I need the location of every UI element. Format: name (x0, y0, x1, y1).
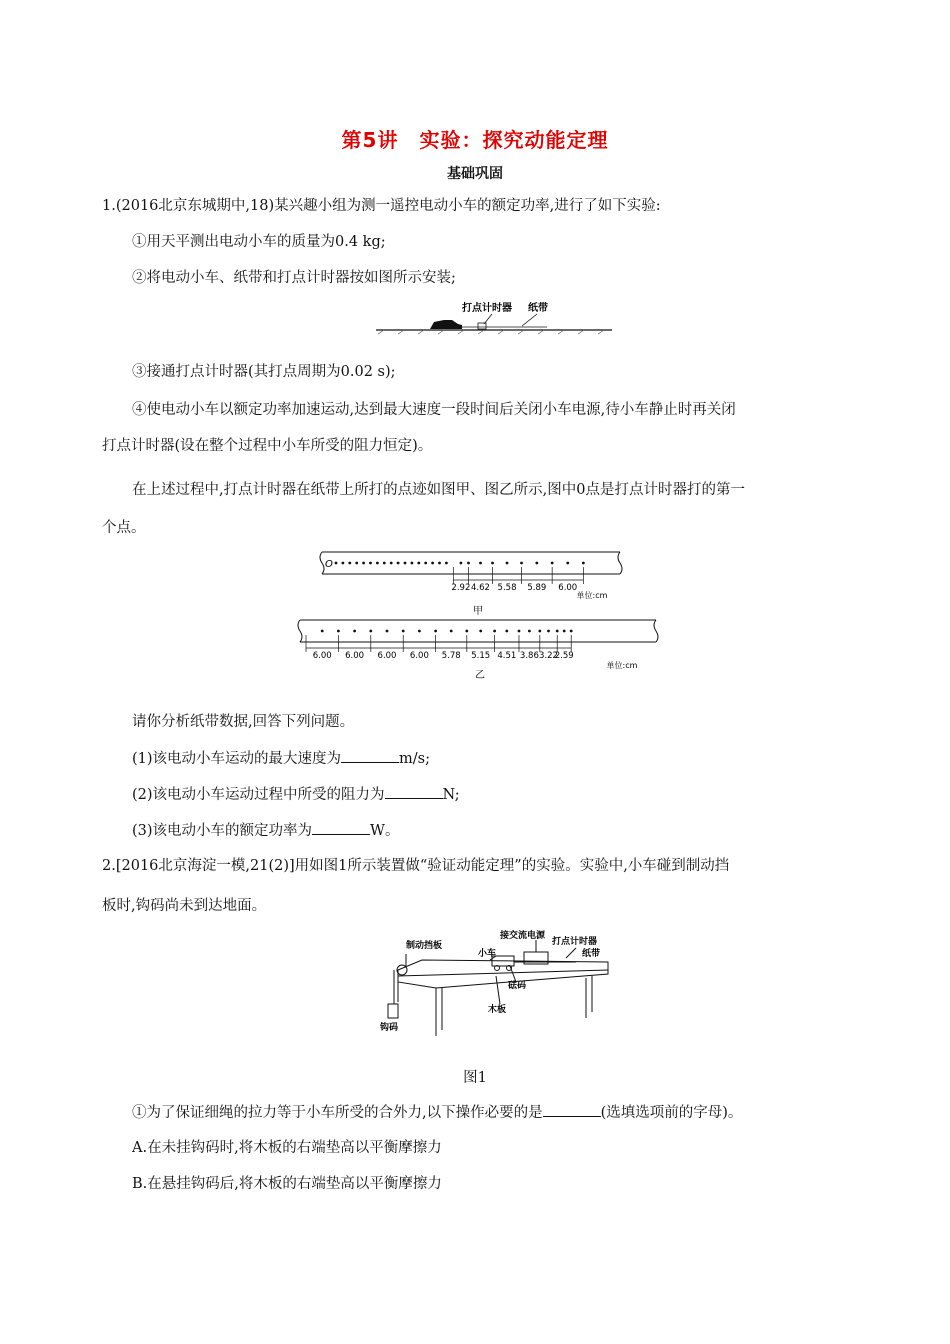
tape-yi-dot (570, 630, 573, 633)
q1-paragraph-line2: 个点。 (102, 520, 146, 536)
tape-yi-dot (538, 630, 541, 633)
tape-jia-dimensions (451, 567, 583, 593)
label-tape: 纸带 (582, 949, 601, 959)
q1-stem: 1.(2016北京东城期中,18)某兴趣小组为测一遥控电动小车的额定功率,进行了如下实验: (102, 198, 661, 214)
tape-jia-lead-dot (411, 562, 414, 565)
tape-jia-dot (479, 562, 482, 565)
tape-jia-caption: 甲 (473, 606, 483, 617)
tape-yi-segment-label: 3.86 (519, 651, 539, 661)
tape-yi-dot (493, 630, 496, 633)
tape-jia-lead-dot (417, 562, 420, 565)
tape-jia-dot (491, 562, 494, 565)
label-cart: 小车 (478, 949, 497, 959)
tape-yi-dot (369, 630, 372, 633)
tape-yi-dot (402, 630, 405, 633)
tape-jia-dots (335, 562, 585, 565)
q1-sub3-text: (3)该电动小车的额定功率为 (132, 823, 313, 839)
label-timer: 打点计时器 (552, 937, 598, 947)
tape-yi-dots (321, 630, 573, 633)
tape-jia-lead-dot (369, 562, 372, 565)
tape-yi-segment-label: 5.15 (471, 651, 491, 661)
tape-jia-segment-label: 6.00 (558, 583, 578, 593)
tape-jia-lead-dot (342, 562, 345, 565)
tape-jia-dot (551, 562, 554, 565)
tape-jia-lead-dot (431, 562, 434, 565)
tape-yi-segment-label: 6.00 (345, 651, 365, 661)
tape-jia-dot (582, 562, 585, 565)
tape-jia-dot (520, 562, 523, 565)
q1-step4-line2: 打点计时器(设在整个过程中小车所受的阻力恒定)。 (102, 438, 433, 454)
timer-box (478, 323, 486, 329)
tape-yi-dot (337, 630, 340, 633)
q2-sub1-hint: (选填选项前的字母)。 (600, 1105, 743, 1121)
tape-yi-dot (465, 630, 468, 633)
tape-jia-dot (535, 562, 538, 565)
q1-sub1-unit: m/s; (399, 751, 431, 767)
tape-jia-segment-label: 2.92 (451, 583, 471, 593)
tape-yi-caption: 乙 (475, 670, 485, 681)
tape-yi-unit: 单位:cm (606, 661, 638, 670)
tape-jia-dot (506, 562, 509, 565)
tape-jia-unit: 单位:cm (576, 591, 608, 600)
tape-jia-segment-label: 4.62 (471, 583, 490, 593)
q1-ask: 请你分析纸带数据,回答下列问题。 (132, 714, 355, 730)
tape-yi-figure (294, 614, 664, 682)
q2-sub1-answer-blank[interactable] (543, 1102, 601, 1117)
tape-jia-segment-label: 5.58 (497, 583, 517, 593)
tape-jia-lead-dot (335, 562, 338, 565)
tape-yi-segment-label: 2.59 (554, 651, 574, 661)
tape-yi-dot (479, 630, 482, 633)
q1-sub2 (132, 784, 460, 805)
fig-label-timer: 打点计时器 (462, 303, 512, 314)
q2-stem-line1: 2.[2016北京海淀一模,21(2)]用如图1所示装置做“验证动能定理”的实验。实验中,小车碰到制动挡 (102, 858, 730, 874)
label-board: 木板 (488, 1005, 507, 1015)
car-shape (430, 320, 462, 329)
q1-step1: ①用天平测出电动小车的质量为0.4 kg; (132, 234, 386, 250)
tape-jia-dot (459, 562, 462, 565)
tape-jia-lead-dot (404, 562, 407, 565)
tape-yi-segment-label: 5.78 (441, 651, 461, 661)
q1-sub1-text: (1)该电动小车运动的最大速度为 (132, 751, 342, 767)
q1-sub3-unit: W。 (370, 823, 400, 839)
tape-jia-lead-dot (362, 562, 365, 565)
q1-step3: ③接通打点计时器(其打点周期为0.02 s); (132, 364, 396, 380)
q1-step2: ②将电动小车、纸带和打点计时器按如图所示安装; (132, 270, 456, 286)
q2-sub1 (132, 1102, 742, 1123)
tape-jia-lead-dot (390, 562, 393, 565)
apparatus-figure-1 (376, 926, 628, 1044)
tape-yi-dot (547, 630, 550, 633)
tape-yi-segment-label: 6.00 (312, 651, 332, 661)
q2-option-a[interactable]: A.在未挂钩码时,将木板的右端垫高以平衡摩擦力 (132, 1140, 442, 1156)
tape-jia-segment-label: 5.89 (527, 583, 547, 593)
tape-jia-figure (316, 548, 628, 618)
tape-yi-segment-label: 6.00 (409, 651, 429, 661)
q1-sub1-answer-blank[interactable] (341, 748, 399, 763)
tape-jia-lead-dot (348, 562, 351, 565)
tape-yi-dot (505, 630, 508, 633)
tape-jia-origin: O (325, 559, 333, 570)
tape-jia-lead-dot (355, 562, 358, 565)
q2-stem-line2: 板时,钩码尚未到达地面。 (102, 898, 267, 914)
tape-yi-dot (434, 630, 437, 633)
tape-yi-segment-label: 3.22 (539, 651, 558, 661)
tape-yi-dot (450, 630, 453, 633)
tape-yi-dot (563, 630, 566, 633)
tape-jia-lead-dot (445, 562, 448, 565)
tape-yi-dot (518, 630, 521, 633)
q1-sub2-answer-blank[interactable] (385, 784, 443, 799)
q1-sub2-unit: N; (442, 787, 460, 803)
tape-jia-dot (566, 562, 569, 565)
tape-jia-lead-dot (438, 562, 441, 565)
section-heading: 基础巩固 (447, 166, 503, 182)
tape-yi-dimensions (306, 635, 574, 661)
tape-yi-segment-label: 6.00 (377, 651, 397, 661)
fig-label-tape: 纸带 (528, 303, 548, 314)
tape-jia-lead-dot (397, 562, 400, 565)
figure-1-caption: 图1 (463, 1070, 487, 1086)
q1-paragraph-line1: 在上述过程中,打点计时器在纸带上所打的点迹如图甲、图乙所示,图中0点是打点计时器打的第一 (132, 482, 745, 498)
label-weights: 砝码 (508, 981, 527, 991)
q2-sub1-text: ①为了保证细绳的拉力等于小车所受的合外力,以下操作必要的是 (132, 1105, 543, 1121)
car-tape-setup-figure (372, 298, 616, 338)
label-power: 接交流电源 (500, 931, 546, 941)
q2-option-b[interactable]: B.在悬挂钩码后,将木板的右端垫高以平衡摩擦力 (132, 1176, 442, 1192)
q1-step4-line1: ④使电动小车以额定功率加速运动,达到最大速度一段时间后关闭小车电源,待小车静止时再关闭 (132, 402, 736, 418)
q1-sub3-answer-blank[interactable] (312, 820, 370, 835)
tape-yi-dot (418, 630, 421, 633)
tape-jia-lead-dot (424, 562, 427, 565)
tape-yi-dot (353, 630, 356, 633)
tape-yi-dot (321, 630, 324, 633)
q1-sub2-text: (2)该电动小车运动过程中所受的阻力为 (132, 787, 385, 803)
tape-jia-dot (467, 562, 470, 565)
label-hook: 钩码 (380, 1023, 399, 1033)
page-title: 第5讲 实验：探究动能定理 (341, 128, 609, 152)
tape-yi-dot (528, 630, 531, 633)
tape-jia-lead-dot (383, 562, 386, 565)
label-stopper: 制动挡板 (406, 941, 443, 951)
tape-jia-lead-dot (376, 562, 379, 565)
tape-yi-dot (556, 630, 559, 633)
q1-sub3 (132, 820, 399, 841)
tape-yi-dot (386, 630, 389, 633)
tape-yi-segment-label: 4.51 (497, 651, 517, 661)
q1-sub1 (132, 748, 430, 769)
